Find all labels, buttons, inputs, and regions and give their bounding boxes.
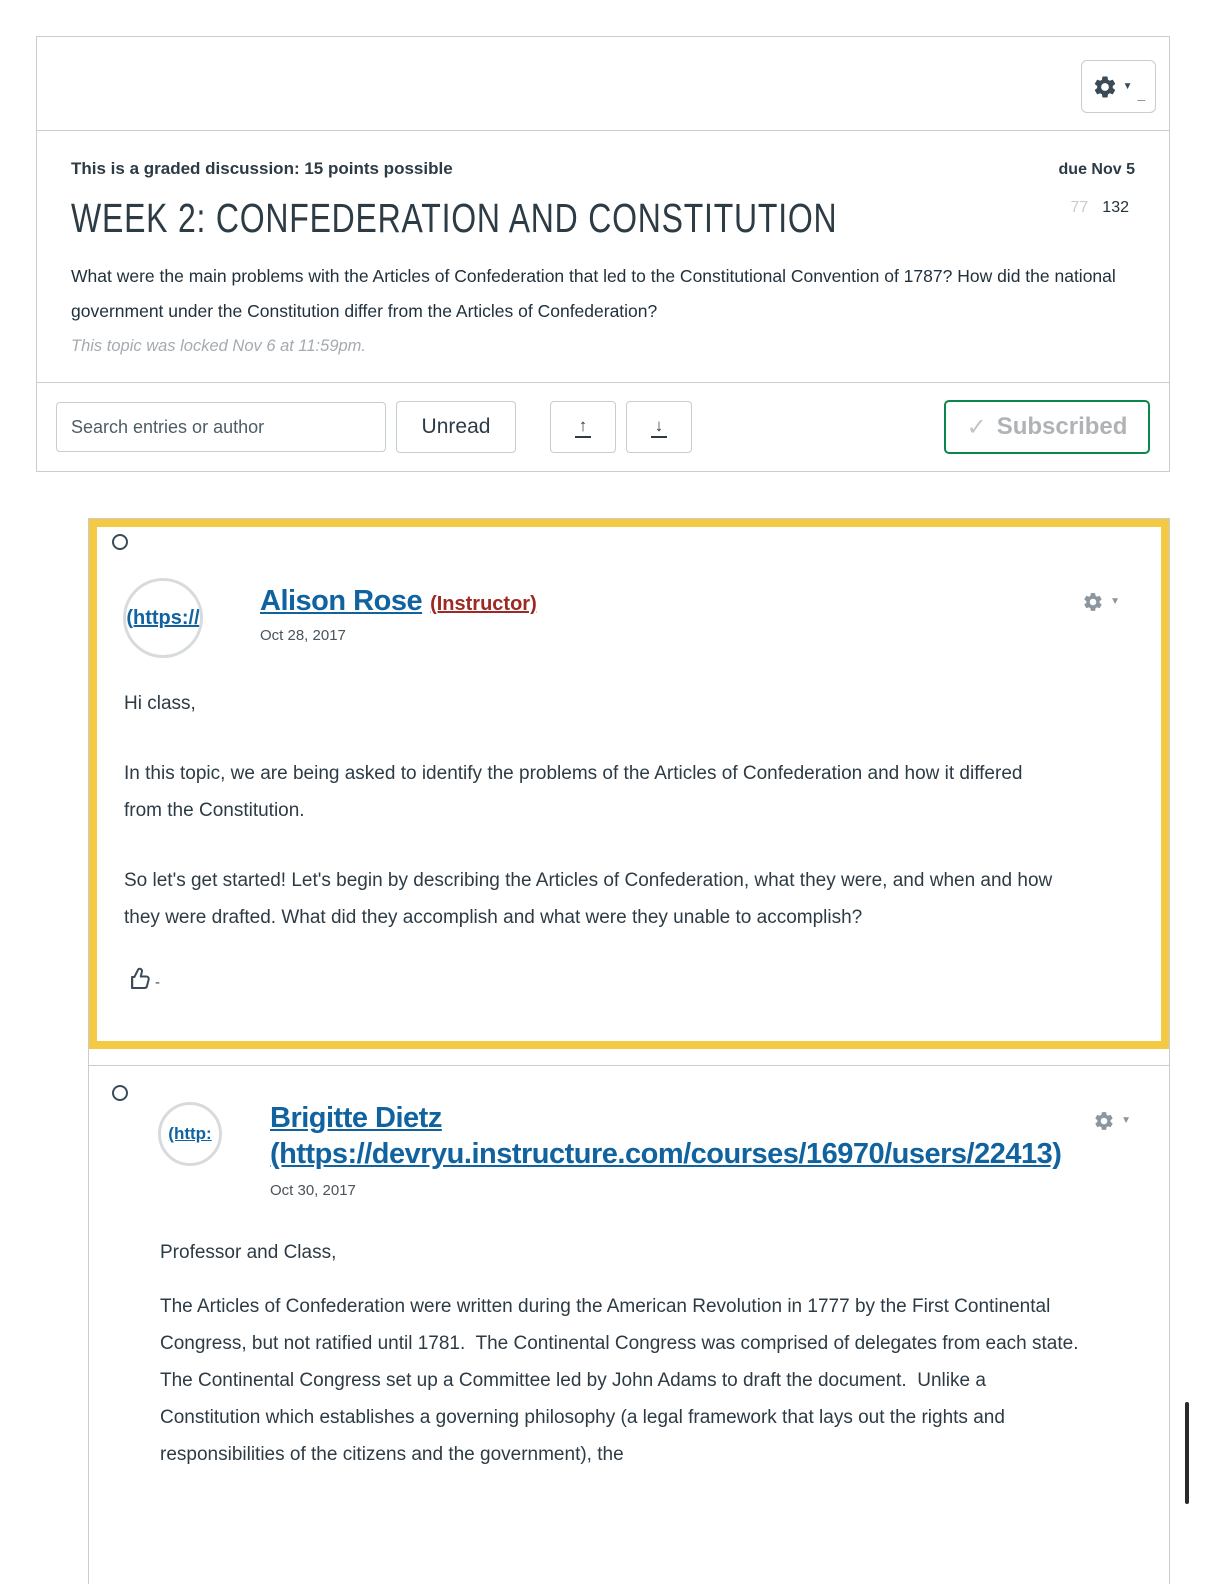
post-header	[260, 585, 537, 644]
title-row	[71, 195, 1135, 251]
subscribed-label: Subscribed	[996, 413, 1128, 440]
author-profile-url-link[interactable]: (https://devryu.instructure.com/courses/16970/users/22413)	[270, 1138, 1062, 1170]
author-role-link[interactable]: (Instructor)	[430, 593, 537, 615]
post-paragraph: Professor and Class,	[160, 1242, 337, 1263]
post-body	[124, 685, 1058, 993]
caret-down-icon: ▼	[1122, 80, 1133, 92]
topic-header	[37, 37, 1169, 131]
arrow-down-bar-icon: ↓	[651, 416, 668, 438]
collapse-replies-button[interactable]	[550, 401, 616, 453]
post-settings-button[interactable]	[1093, 1110, 1131, 1132]
unread-count: 77	[1070, 199, 1089, 216]
scrollbar-thumb[interactable]	[1185, 1402, 1189, 1504]
topic-locked-note: This topic was locked Nov 6 at 11:59pm.	[71, 337, 367, 355]
unread-indicator[interactable]	[112, 1085, 128, 1101]
caret-down-icon: ▼	[1121, 1115, 1131, 1126]
discussion-replies	[88, 518, 1170, 1584]
gear-icon	[1093, 1110, 1115, 1132]
post-date: Oct 30, 2017	[270, 1182, 356, 1199]
post-header	[270, 1100, 1061, 1199]
like-row	[124, 963, 1054, 993]
post-brigitte-dietz	[89, 1065, 1169, 1584]
like-count-dash: -	[155, 973, 160, 991]
gear-icon	[1082, 591, 1104, 613]
topic-body	[37, 131, 1169, 356]
post-paragraph: Hi class,	[124, 693, 196, 714]
post-paragraph: The Articles of Confederation were written during the American Revolution in 1777 by the First Continental Congress, but not ratified until 1781. The Continental Congress was comprised of delegates from each state. The Continental Congress set up a Committee led by John Adams to draft the document. Unlike a Constitution which establishes a governing philosophy (a legal framework that lays out the rights and responsibilities of the citizens and the government), the	[160, 1296, 1089, 1465]
expand-replies-button[interactable]	[626, 401, 692, 453]
post-alison-rose	[89, 519, 1169, 1049]
author-link[interactable]: Alison Rose	[260, 585, 423, 617]
discussion-topic-card	[36, 36, 1170, 472]
post-paragraph: In this topic, we are being asked to identify the problems of the Articles of Confederation and how it differed from the Constitution.	[124, 763, 1028, 821]
avatar-link-text: (https://	[126, 606, 200, 629]
unread-filter-button[interactable]: Unread	[396, 401, 516, 453]
discussion-toolbar	[37, 382, 1169, 471]
topic-settings-button[interactable]	[1081, 60, 1156, 113]
topic-description: What were the main problems with the Articles of Confederation that led to the Constitutional Convention of 1787? How did the national government under the Constitution differ from the Articles of Confederation?	[71, 266, 1116, 321]
post-settings-button[interactable]	[1082, 591, 1120, 613]
graded-note: This is a graded discussion: 15 points possible	[71, 159, 453, 178]
like-thumbs-up-icon[interactable]	[124, 963, 154, 993]
gear-icon	[1092, 74, 1118, 100]
total-count: 132	[1102, 199, 1129, 216]
due-date: due Nov 5	[1058, 161, 1135, 178]
unread-indicator[interactable]	[112, 534, 128, 550]
caret-down-icon: ▼	[1110, 596, 1120, 607]
arrow-up-bar-icon: ↑	[575, 416, 592, 438]
avatar[interactable]	[158, 1102, 222, 1166]
post-date: Oct 28, 2017	[260, 627, 346, 644]
post-body	[160, 1234, 1090, 1490]
search-input[interactable]	[56, 402, 386, 452]
subscribed-button[interactable]	[944, 400, 1150, 454]
avatar[interactable]	[123, 578, 203, 658]
post-paragraph: So let's get started! Let's begin by describing the Articles of Confederation, what they were, and when and how they were drafted. What did they accomplish and what were they unable to accomplish?	[124, 870, 1058, 928]
page-title: WEEK 2: CONFEDERATION AND CONSTITUTION	[71, 195, 838, 241]
reply-counts	[1071, 199, 1130, 217]
author-link[interactable]: Brigitte Dietz	[270, 1102, 442, 1134]
check-icon: ✓	[966, 413, 987, 441]
avatar-link-text: (http:	[168, 1124, 212, 1143]
text-cursor-mark: _	[1137, 85, 1146, 102]
graded-row	[71, 159, 1135, 179]
